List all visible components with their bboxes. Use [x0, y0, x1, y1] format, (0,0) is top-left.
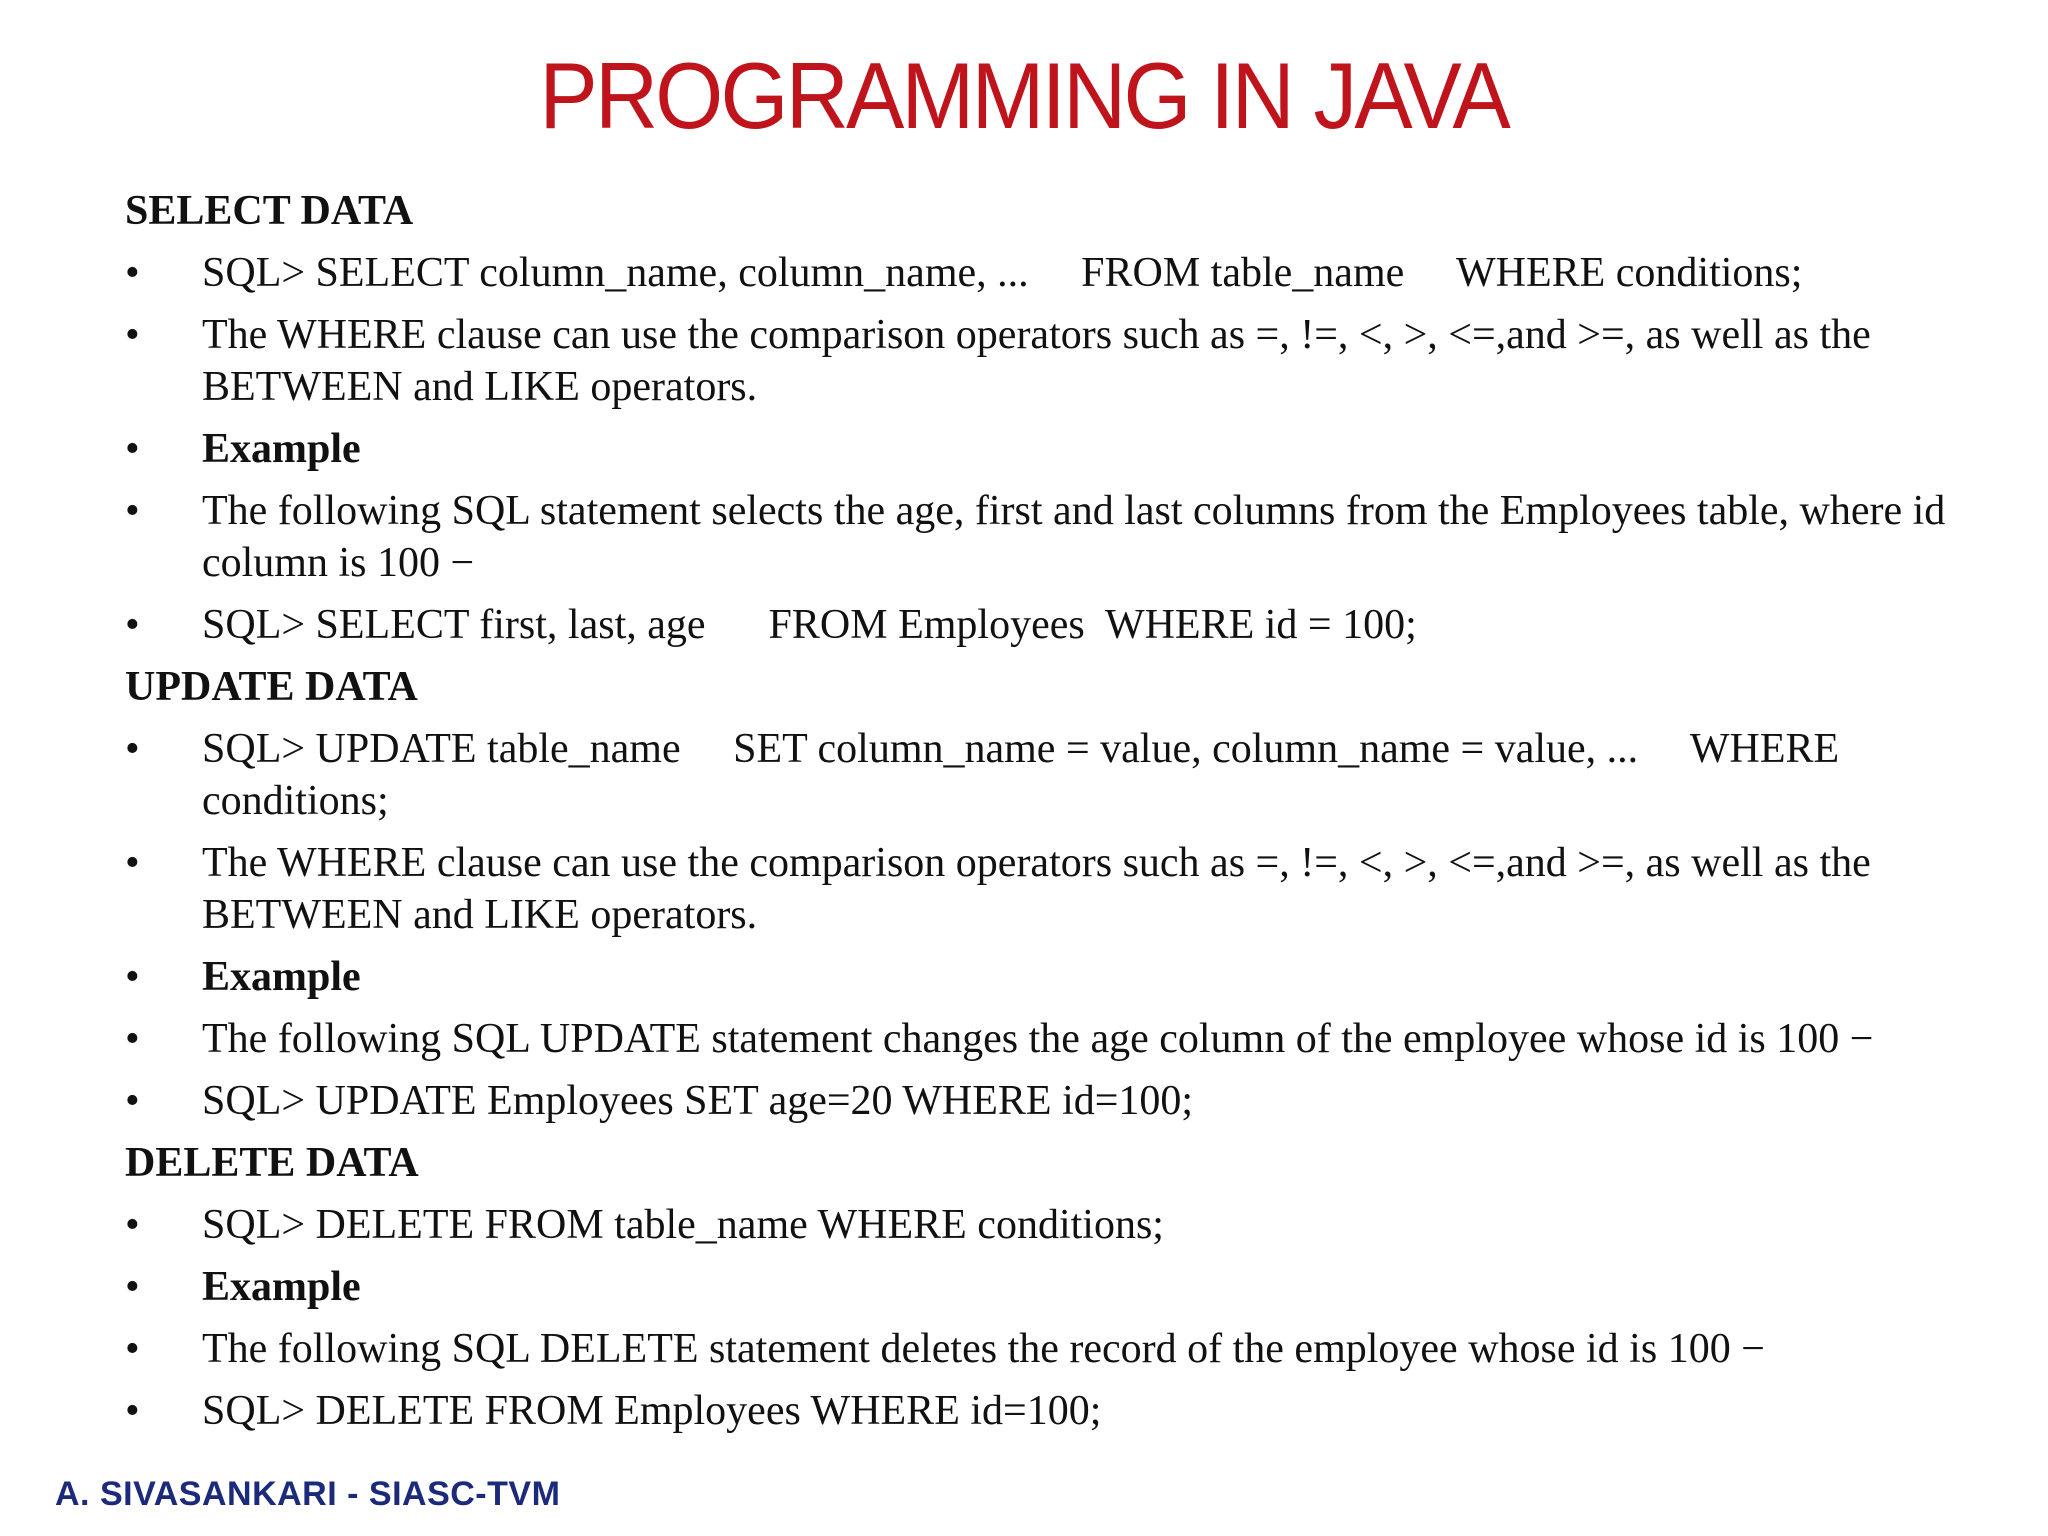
bullet-icon: •: [125, 250, 140, 296]
list-item: [125, 951, 1965, 1003]
bullet-icon: •: [125, 1078, 140, 1124]
bullet-text: The following SQL statement selects the age, first and last columns from the Employees table, where id column is 100 −: [202, 488, 1946, 586]
list-item: [125, 1385, 1965, 1437]
list-item: [125, 247, 1965, 299]
bullet-list-delete: [125, 1199, 1965, 1437]
bullet-icon: •: [125, 954, 140, 1000]
footer-author: A. SIVASANKARI - SIASC-TVM: [55, 1475, 561, 1513]
bullet-icon: •: [125, 426, 140, 472]
bullet-text: Example: [202, 426, 361, 472]
bullet-icon: •: [125, 1264, 140, 1310]
bullet-icon: •: [125, 1016, 140, 1062]
bullet-icon: •: [125, 312, 140, 358]
bullet-icon: •: [125, 1202, 140, 1248]
slide-content: [125, 185, 1965, 1447]
list-item: [125, 1075, 1965, 1127]
slide-title: PROGRAMMING IN JAVA: [539, 43, 1509, 148]
list-item: [125, 1323, 1965, 1375]
bullet-text: The following SQL UPDATE statement changes the age column of the employee whose id is 100 −: [202, 1016, 1874, 1062]
bullet-text: The WHERE clause can use the comparison operators such as =, !=, <, >, <=,and >=, as well as the BETWEEN and LIKE operators.: [202, 312, 1871, 410]
bullet-text: SQL> SELECT first, last, age FROM Employees WHERE id = 100;: [202, 602, 1417, 648]
list-item: [125, 309, 1965, 413]
list-item: [125, 423, 1965, 475]
section-heading-select: SELECT DATA: [125, 188, 414, 234]
bullet-text: SQL> UPDATE table_name SET column_name = value, column_name = value, ... WHERE conditions;: [202, 726, 1850, 824]
list-item: [125, 837, 1965, 941]
bullet-text: Example: [202, 954, 361, 1000]
list-item: [125, 599, 1965, 651]
bullet-text: The following SQL DELETE statement deletes the record of the employee whose id is 100 −: [202, 1326, 1765, 1372]
bullet-text: The WHERE clause can use the comparison operators such as =, !=, <, >, <=,and >=, as well as the BETWEEN and LIKE operators.: [202, 840, 1871, 938]
bullet-list-select: [125, 247, 1965, 651]
bullet-list-update: [125, 723, 1965, 1127]
list-item: [125, 485, 1965, 589]
bullet-text: SQL> SELECT column_name, column_name, ... FROM table_name WHERE conditions;: [202, 250, 1803, 296]
bullet-icon: •: [125, 488, 140, 534]
bullet-icon: •: [125, 1326, 140, 1372]
bullet-icon: •: [125, 726, 140, 772]
section-heading-update: UPDATE DATA: [125, 664, 418, 710]
bullet-icon: •: [125, 840, 140, 886]
bullet-text: SQL> DELETE FROM Employees WHERE id=100;: [202, 1388, 1102, 1434]
bullet-icon: •: [125, 602, 140, 648]
list-item: [125, 723, 1965, 827]
list-item: [125, 1199, 1965, 1251]
bullet-text: SQL> DELETE FROM table_name WHERE conditions;: [202, 1202, 1164, 1248]
bullet-text: Example: [202, 1264, 361, 1310]
bullet-icon: •: [125, 1388, 140, 1434]
bullet-text: SQL> UPDATE Employees SET age=20 WHERE id=100;: [202, 1078, 1194, 1124]
list-item: [125, 1261, 1965, 1313]
list-item: [125, 1013, 1965, 1065]
section-heading-delete: DELETE DATA: [125, 1140, 419, 1186]
